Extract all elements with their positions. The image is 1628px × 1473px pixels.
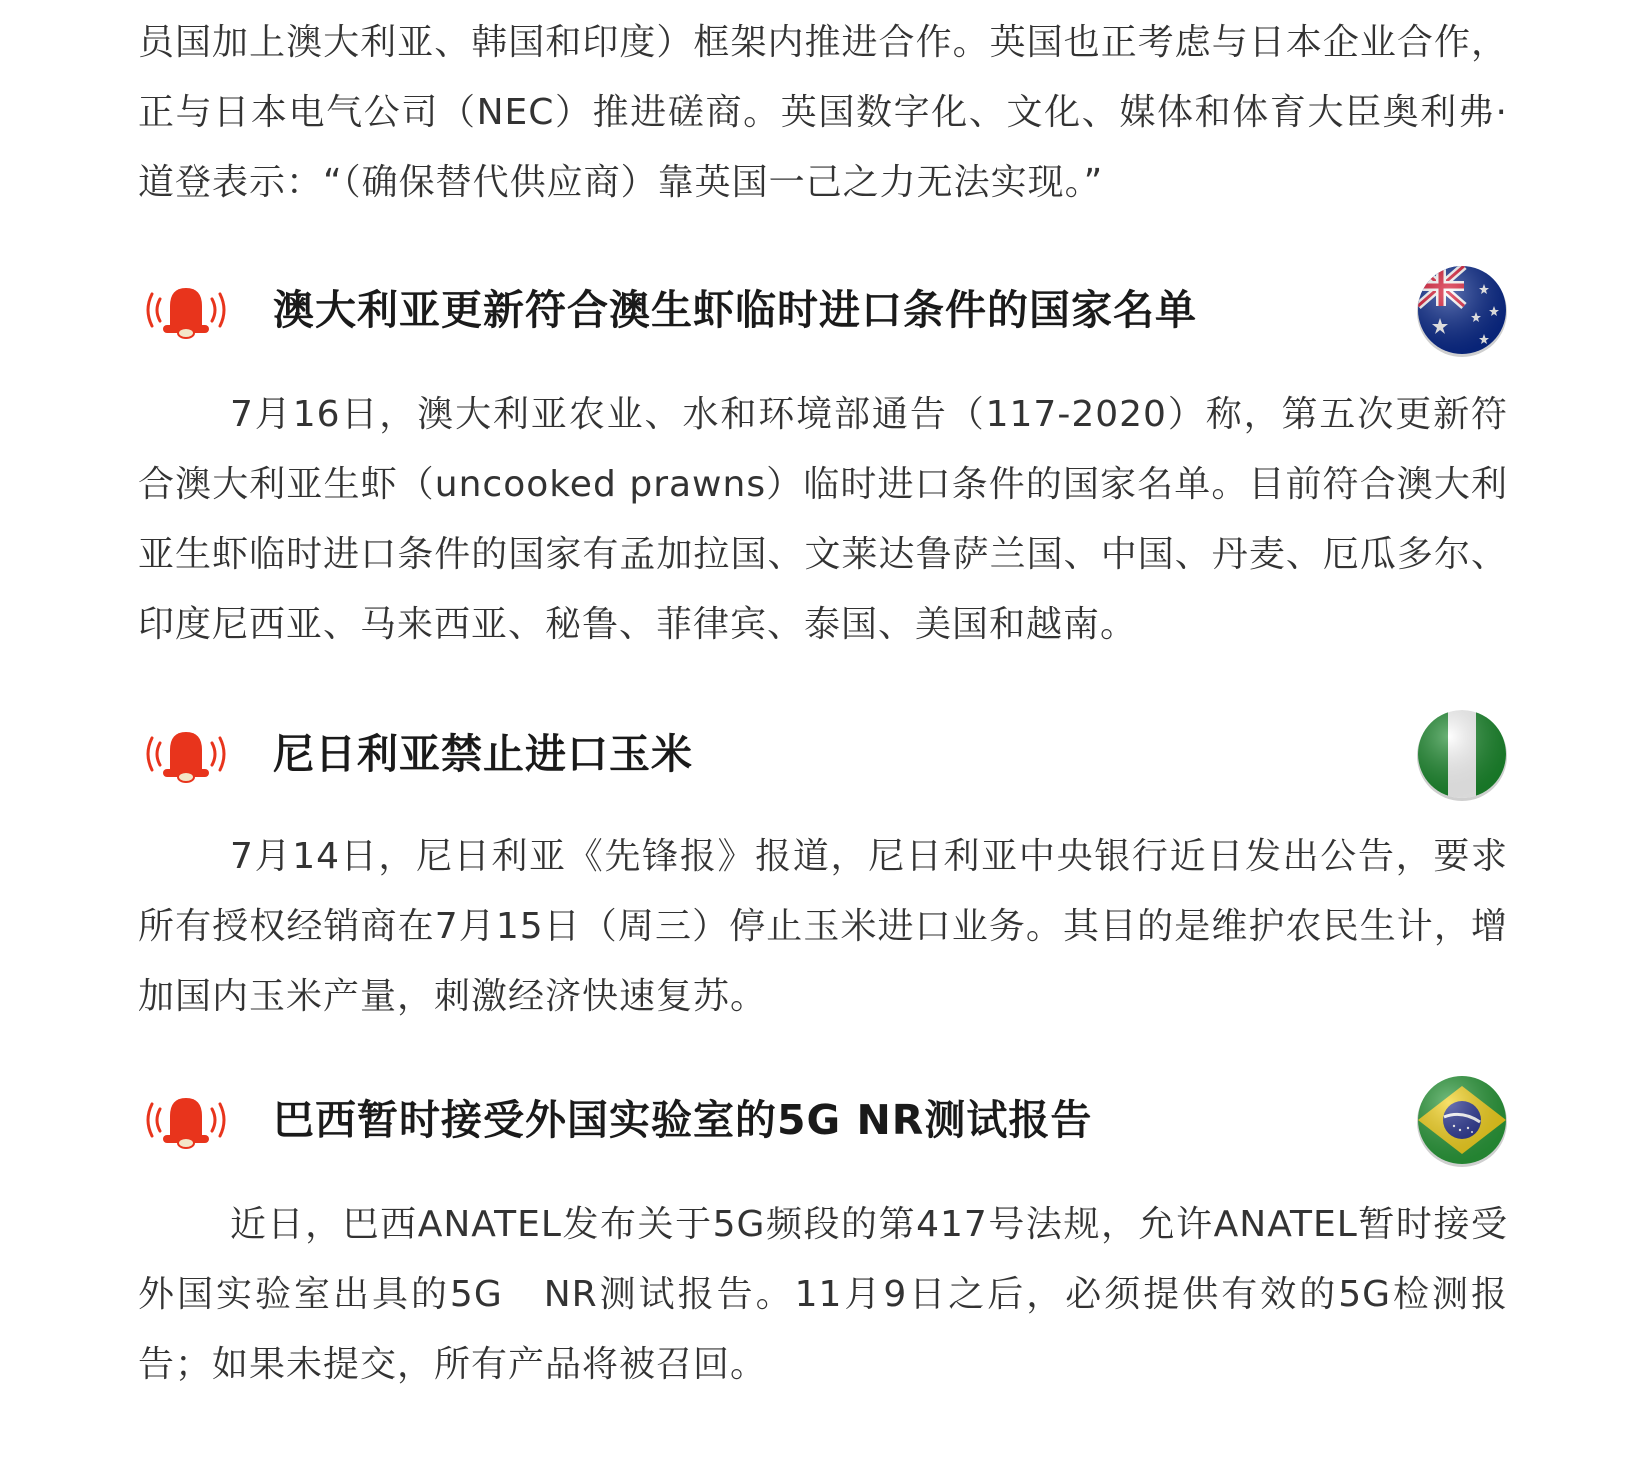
nigeria-flag-icon (1414, 706, 1510, 802)
article-title: 澳大利亚更新符合澳生虾临时进口条件的国家名单 (273, 286, 1197, 334)
article-body: 近日，巴西ANATEL发布关于5G频段的第417号法规，允许ANATEL暂时接受外国实验室出具的5G NR测试报告。11月9日之后，必须提供有效的5G检测报告；如果未提交，所有产品将被召回。 (138, 1204, 1508, 1385)
article-heading-australia (138, 262, 1508, 358)
intro-paragraph: 员国加上澳大利亚、韩国和印度）框架内推进合作。英国也正考虑与日本企业合作，正与日本电气公司（NEC）推进磋商。英国数字化、文化、媒体和体育大臣奥利弗·道登表示：“（确保替代供应商）靠英国一己之力无法实现。” (138, 22, 1508, 203)
alarm-bell-icon (138, 724, 234, 784)
article-heading-nigeria (138, 706, 1508, 802)
australia-flag-icon (1414, 262, 1510, 358)
article-body: 7月16日，澳大利亚农业、水和环境部通告（117-2020）称，第五次更新符合澳大利亚生虾（uncooked prawns）临时进口条件的国家名单。目前符合澳大利亚生虾临时进口条件的国家有孟加拉国、文莱达鲁萨兰国、中国、丹麦、厄瓜多尔、印度尼西亚、马来西亚、秘鲁、菲律宾、泰国、美国和越南。 (138, 394, 1508, 645)
alarm-bell-icon (138, 280, 234, 340)
article-heading-brazil (138, 1072, 1508, 1168)
alarm-bell-icon (138, 1090, 234, 1150)
brazil-flag-icon (1414, 1072, 1510, 1168)
article-body: 7月14日，尼日利亚《先锋报》报道，尼日利亚中央银行近日发出公告，要求所有授权经销商在7月15日（周三）停止玉米进口业务。其目的是维护农民生计，增加国内玉米产量，刺激经济快速复苏。 (138, 836, 1508, 1017)
article-title: 巴西暂时接受外国实验室的5G NR测试报告 (273, 1096, 1093, 1144)
article-title: 尼日利亚禁止进口玉米 (273, 730, 693, 778)
